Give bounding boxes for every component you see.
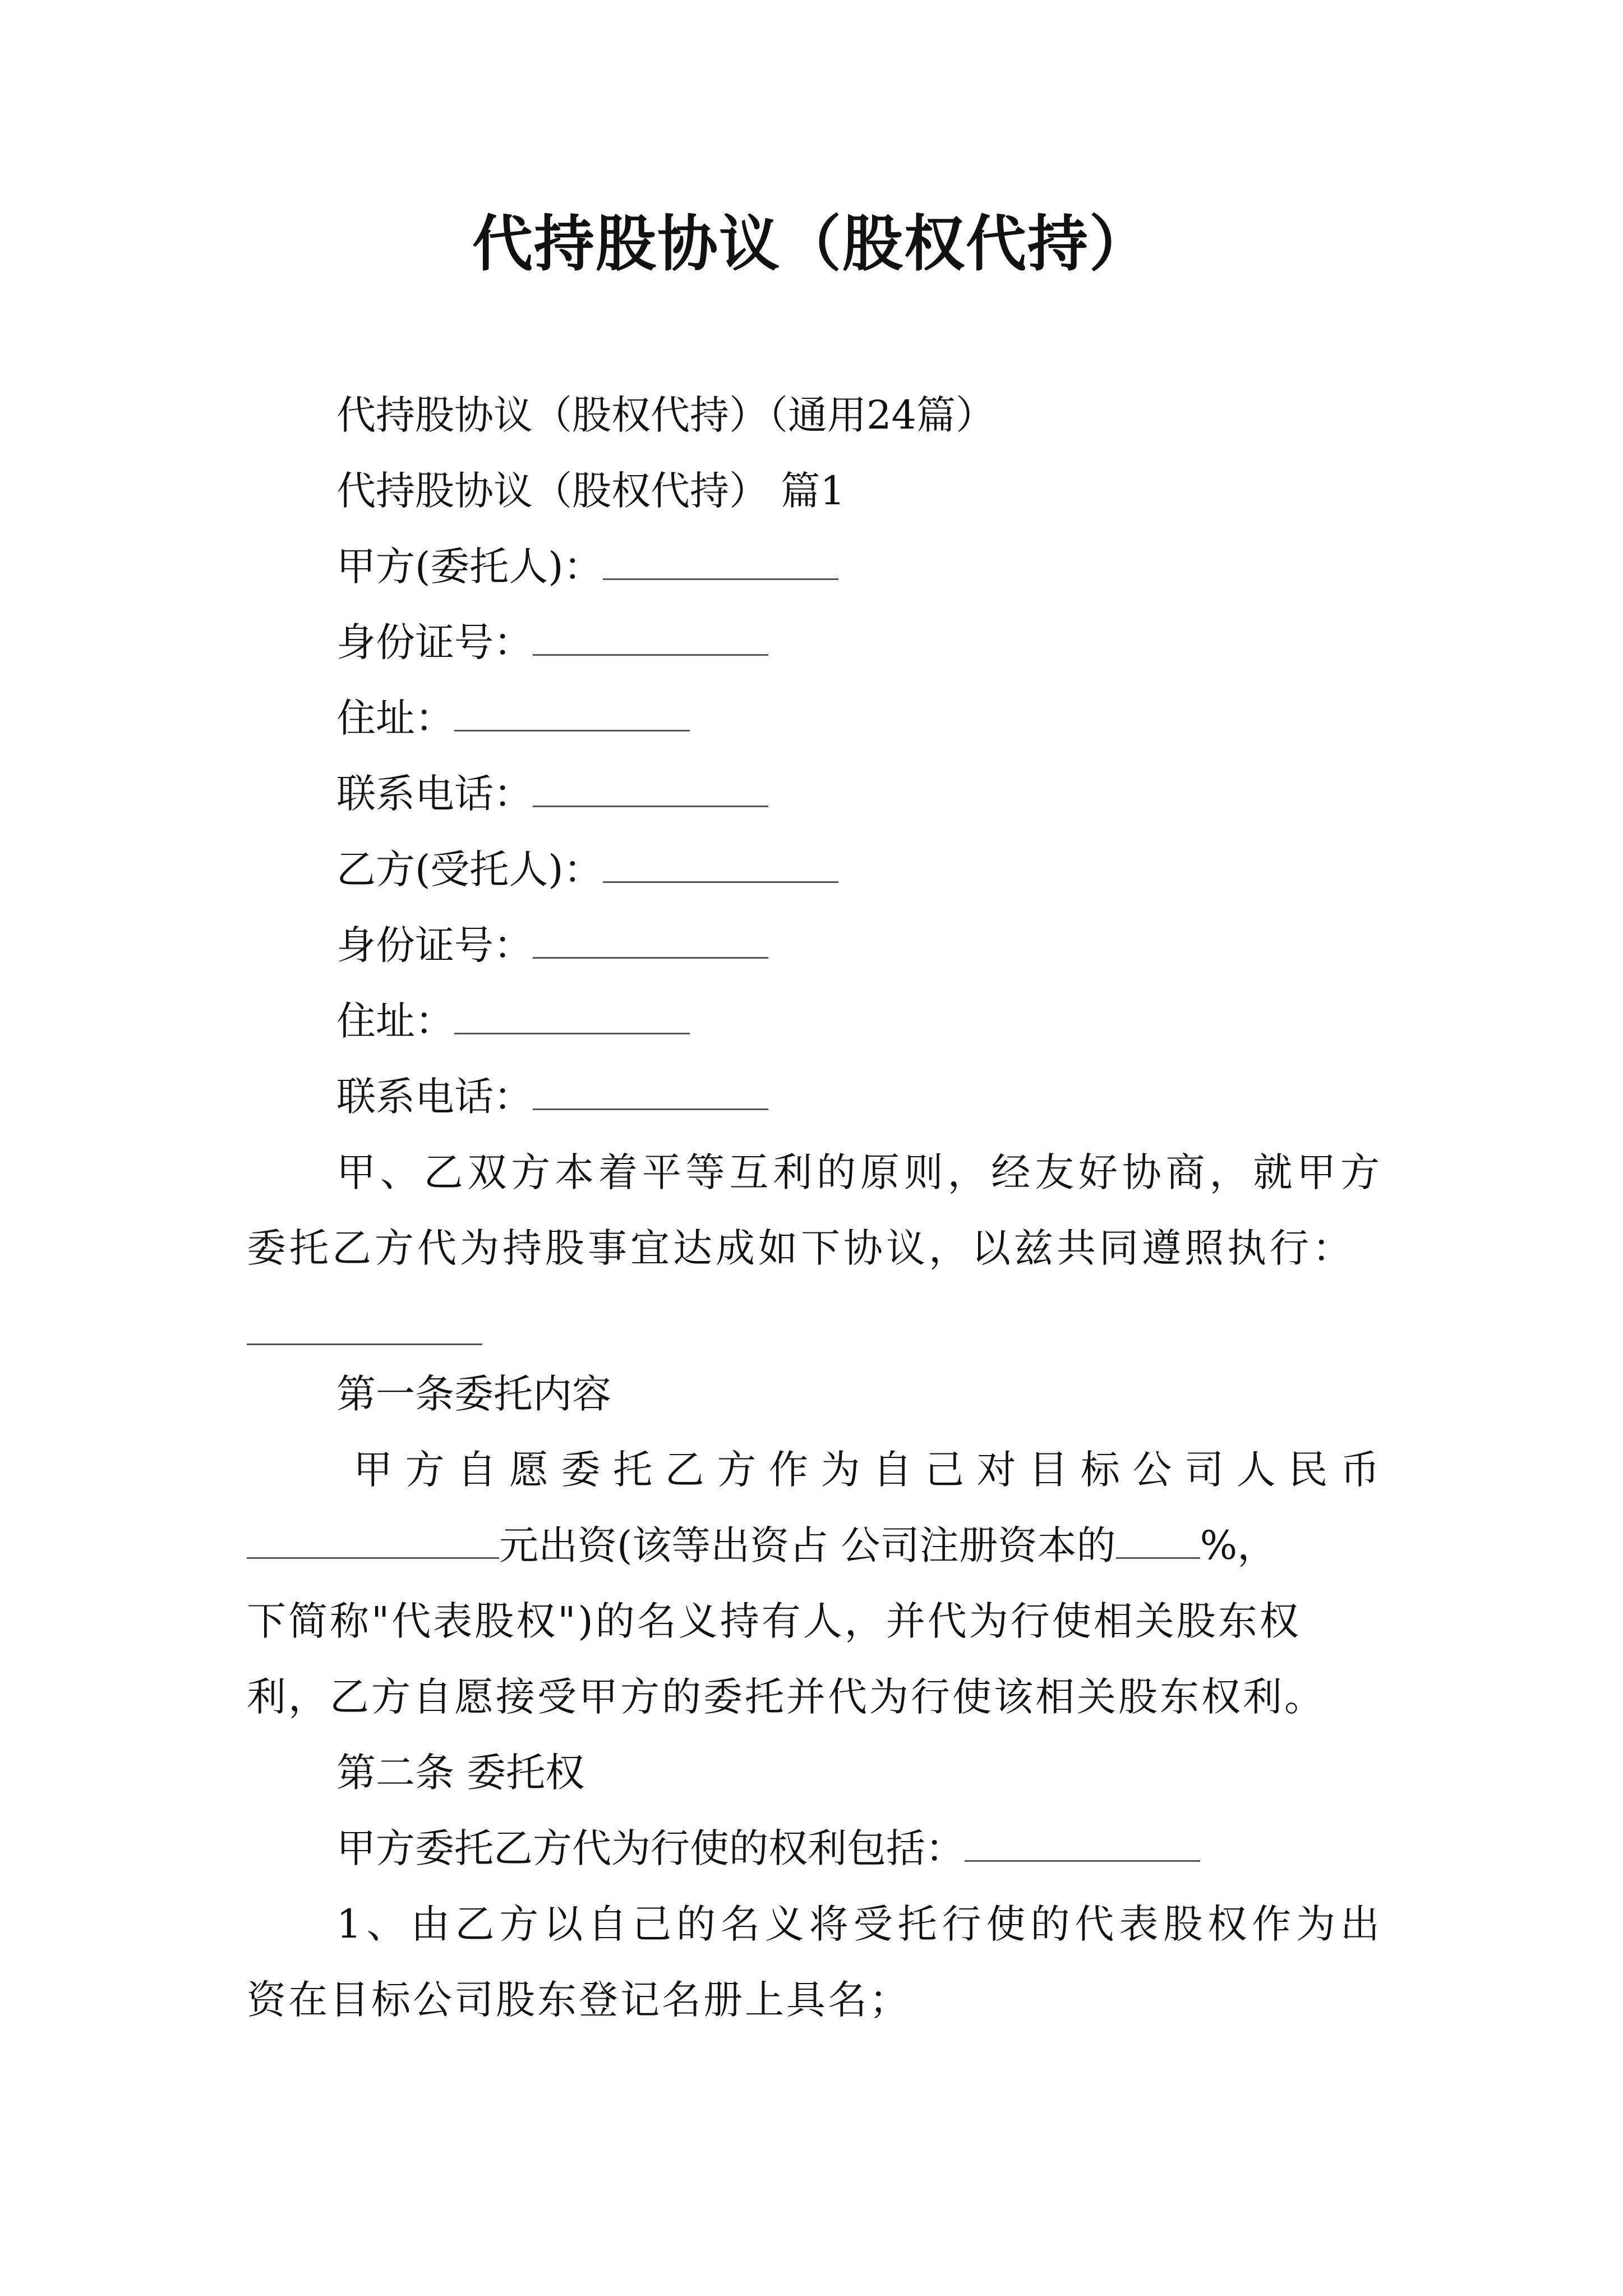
party-b-address-field xyxy=(336,993,690,1049)
section-2-item-1-line-2: 资在目标公司股东登记名册上具名； xyxy=(247,1977,911,2023)
document-title: 代持股协议（股权代持） xyxy=(472,209,1151,279)
party-b-phone-label: 联系电话： xyxy=(336,1074,533,1120)
section-2-intro-text: 甲方委托乙方代为行使的权利包括： xyxy=(336,1825,965,1871)
party-a-field xyxy=(336,539,838,595)
party-a-address-field xyxy=(336,690,690,746)
party-a-phone-field xyxy=(336,766,768,822)
preamble-blank xyxy=(247,1343,482,1345)
party-a-id-blank xyxy=(533,617,768,656)
party-a-label: 甲方(委托人)： xyxy=(336,544,603,590)
preamble-line-1: 甲、乙双方本着平等互利的原则，经友好协商，就甲方 xyxy=(336,1149,1380,1195)
party-b-address-blank xyxy=(454,996,690,1034)
section-2-title: 第二条 委托权 xyxy=(336,1750,585,1796)
party-a-id-field xyxy=(336,614,768,670)
section-1-line-1: 甲方自愿委托乙方作为自己对目标公司人民币 xyxy=(353,1447,1380,1493)
section-1-line-4: 利，乙方自愿接受甲方的委托并代为行使该相关股东权利。 xyxy=(247,1674,1326,1720)
section-2-intro-blank xyxy=(965,1823,1200,1862)
party-b-id-field xyxy=(336,917,768,973)
party-b-address-label: 住址： xyxy=(336,998,454,1044)
section-2-intro xyxy=(336,1820,1200,1876)
section-2-item-1-line-1: 1、由乙方以自己的名义将受托行使的代表股权作为出 xyxy=(336,1901,1380,1947)
party-a-address-blank xyxy=(454,693,690,731)
section-1-line-2-text: 元出资(该等出资占 公司注册资本的 xyxy=(499,1522,1116,1568)
capital-amount-blank xyxy=(247,1520,499,1559)
party-a-phone-blank xyxy=(533,769,768,807)
party-b-id-label: 身份证号： xyxy=(336,922,533,968)
section-1-line-2-suffix: %， xyxy=(1200,1522,1277,1568)
percentage-blank xyxy=(1116,1520,1200,1559)
preamble-line-2: 委托乙方代为持股事宜达成如下协议，以兹共同遵照执行： xyxy=(247,1225,1355,1271)
party-b-phone-blank xyxy=(533,1071,768,1110)
party-b-label: 乙方(受托人)： xyxy=(336,846,603,892)
party-b-id-blank xyxy=(533,920,768,959)
section-1-line-2 xyxy=(247,1517,1276,1573)
document-subtitle: 代持股协议（股权代持）（通用24篇） xyxy=(336,392,995,438)
section-1-line-3: 下简称"代表股权")的名义持有人，并代为行使相关股东权 xyxy=(247,1598,1301,1644)
party-b-field xyxy=(336,841,838,898)
party-b-blank xyxy=(603,844,838,883)
section-1-title: 第一条委托内容 xyxy=(336,1371,611,1417)
party-a-address-label: 住址： xyxy=(336,695,454,741)
party-a-blank xyxy=(603,541,838,580)
party-a-id-label: 身份证号： xyxy=(336,619,533,665)
party-a-phone-label: 联系电话： xyxy=(336,771,533,817)
party-b-phone-field xyxy=(336,1069,768,1125)
article-heading: 代持股协议（股权代持） 篇1 xyxy=(336,468,845,514)
